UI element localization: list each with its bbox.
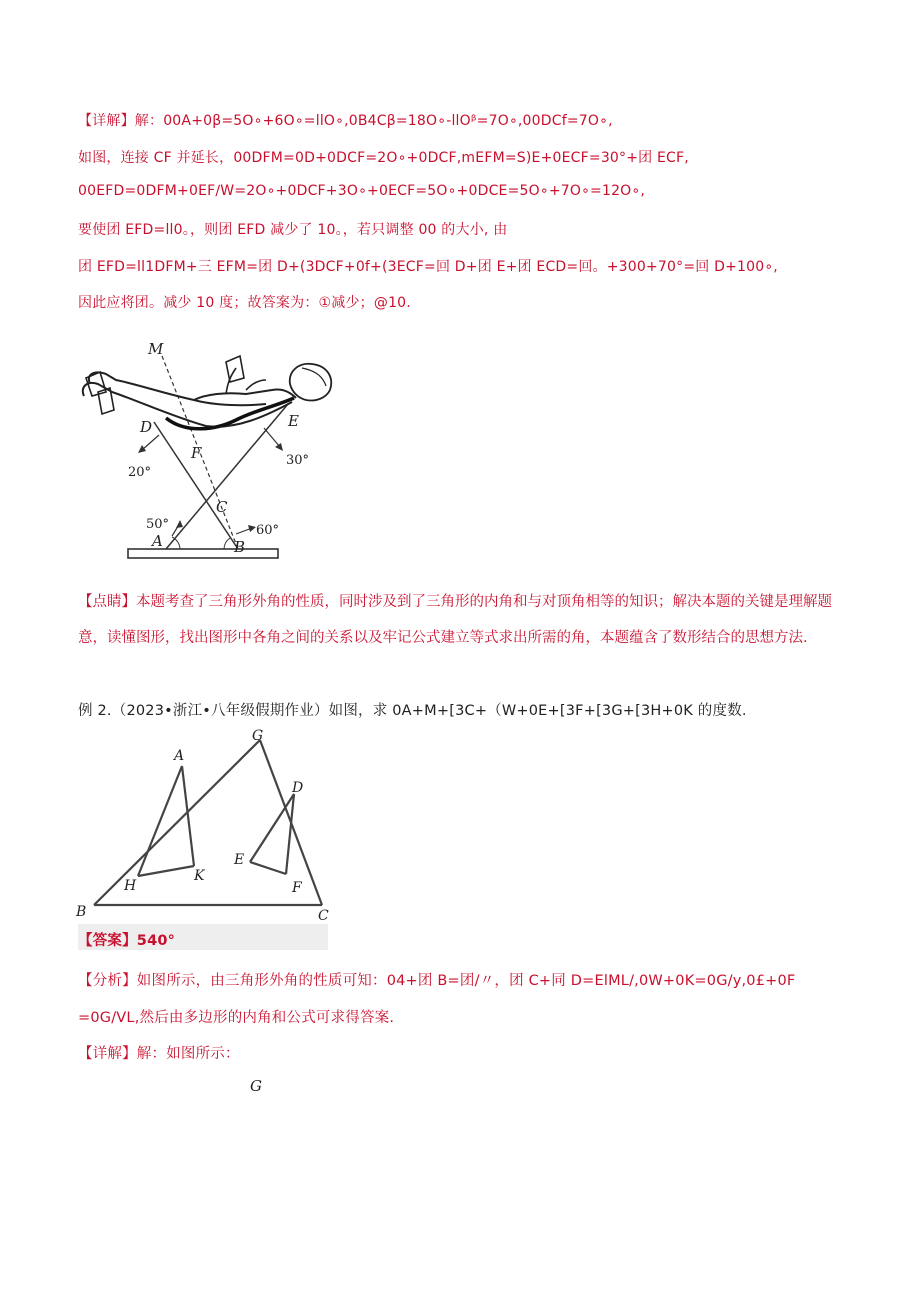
example-2-title: 例 2.（2023•浙江•八年级假期作业）如图，求 0A+M+[3C+（W+0E+[3F+[3G+[3H+0K 的度数. — [78, 703, 747, 719]
detail-line-4: 要使团 EFD=ll0。，则团 EFD 减少了 10。，若只调整 00 的大小, 由 — [78, 222, 508, 238]
label-c: C — [216, 498, 228, 516]
label-m: M — [148, 340, 164, 358]
angle-arc-b — [224, 538, 230, 549]
angle-label-60: 60° — [256, 523, 280, 538]
label-h: H — [124, 878, 137, 894]
label-d: D — [140, 418, 153, 436]
detail-line-5: 团 EFD=ll1DFM+三 EFM=团 D+(3DCF+0f+(3ECF=回 D+团 E+团 ECD=回。+300+70°=回 D+100∘, — [78, 259, 778, 275]
key-point-paragraph: 【点睛】本题考查了三角形外角的性质，同时涉及到了三角形的内角和与对顶角相等的知识；解决本题的关键是理解题意，读懂图形，找出图形中各角之间的关系以及牢记公式建立等式求出所需的角，本题蕴含了数形结合的思想方法. — [78, 594, 832, 646]
angle-label-30: 30° — [286, 453, 310, 468]
label-b: B — [234, 538, 246, 556]
detail-line-1: 【详解】解：00A+0β=5O∘+6O∘=llO∘,0B4Cβ=18O∘-llOᵝ=7O∘,00DCf=7O∘, — [78, 113, 613, 129]
detail-line-6: 因此应将团。减少 10 度；故答案为：①减少；@10. — [78, 295, 411, 311]
detail-2-heading: 【详解】解：如图所示： — [78, 1046, 240, 1062]
figure-polygon-angles — [72, 724, 342, 924]
label-b: B — [76, 904, 87, 920]
angle-label-50: 50° — [146, 517, 170, 532]
base-platform — [128, 549, 278, 558]
label-g: G — [252, 728, 264, 744]
label-k: K — [194, 868, 205, 884]
person-torso — [194, 389, 296, 400]
label-f: F — [191, 444, 202, 462]
figure-3-label-g: G — [250, 1077, 262, 1095]
angle-arc-a — [172, 537, 180, 549]
label-a: A — [174, 748, 185, 764]
analysis-line-2: =0G∕VL,然后由多边形的内角和公式可求得答案. — [78, 1010, 395, 1026]
label-e: E — [234, 852, 245, 868]
label-d: D — [292, 780, 304, 796]
figure-reclining-person — [76, 334, 346, 566]
label-f: F — [292, 880, 302, 896]
angle-label-20: 20° — [128, 465, 152, 480]
detail-line-3: 00EFD=0DFM+0EF∕W=2O∘+0DCF+3O∘+0ECF=5O∘+0DCE=5O∘+7O∘=12O∘, — [78, 183, 646, 199]
label-e: E — [288, 412, 299, 430]
person-legs — [89, 372, 266, 405]
label-c: C — [318, 908, 329, 924]
detail-line-2: 如图，连接 CF 并延长，00DFM=0D+0DCF=2O∘+0DCF,mEFM=S)E+0ECF=30°+团 ECF, — [78, 150, 689, 166]
label-a: A — [152, 532, 163, 550]
analysis-line-1: 【分析】如图所示，由三角形外角的性质可知：04+团 B=团/〃，团 C+同 D=ElML/,0W+0K=0G∕y,0£+0F — [78, 973, 796, 989]
answer-text: 【答案】540° — [78, 933, 176, 949]
